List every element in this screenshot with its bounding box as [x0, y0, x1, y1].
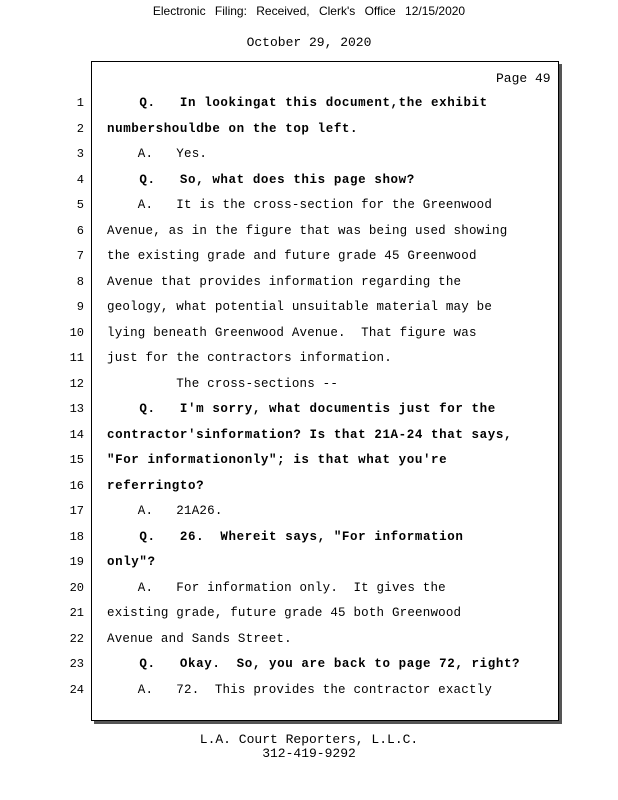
line-number: 7	[76, 249, 84, 263]
answer-line: Avenue and Sands Street.	[107, 632, 292, 646]
line-number: 5	[76, 198, 84, 212]
reporter-footer	[0, 733, 618, 761]
answer-line: lying beneath Greenwood Avenue. That figure was	[107, 326, 477, 340]
line-number: 11	[69, 351, 84, 365]
line-number: 3	[76, 147, 84, 161]
question-line: Q. Okay. So, you are back to page 72, right?	[107, 657, 521, 671]
line-number: 9	[76, 300, 84, 314]
line-number: 19	[69, 555, 84, 569]
answer-line: A. 72. This provides the contractor exactly	[107, 683, 493, 697]
line-number: 10	[69, 326, 84, 340]
line-number: 18	[69, 530, 84, 544]
answer-line: A. 21A26.	[107, 504, 223, 518]
line-number: 13	[69, 402, 84, 416]
line-number: 1	[76, 96, 84, 110]
page-number: Page 49	[496, 71, 551, 86]
line-number: 14	[69, 428, 84, 442]
line-number: 6	[76, 224, 84, 238]
answer-line: existing grade, future grade 45 both Greenwood	[107, 606, 462, 620]
line-number: 24	[69, 683, 84, 697]
answer-line: A. It is the cross-section for the Greenwood	[107, 198, 493, 212]
line-number: 8	[76, 275, 84, 289]
question-line: Q. I'm sorry, what documentis just for the	[107, 402, 496, 416]
line-number: 23	[69, 657, 84, 671]
answer-line: Avenue, as in the figure that was being used showing	[107, 224, 508, 238]
electronic-filing-stamp: Electronic Filing: Received, Clerk's Office 12/15/2020	[152, 4, 466, 18]
question-line: contractor'sinformation? Is that 21A-24 that says,	[107, 428, 513, 442]
answer-line: Avenue that provides information regarding the	[107, 275, 462, 289]
line-number: 4	[76, 173, 84, 187]
question-line: numbershouldbe on the top left.	[107, 122, 359, 136]
line-number: 2	[76, 122, 84, 136]
answer-line: geology, what potential unsuitable material may be	[107, 300, 493, 314]
question-line: Q. So, what does this page show?	[107, 173, 415, 187]
line-number: 20	[69, 581, 84, 595]
reporter-phone: 312-419-9292	[262, 746, 356, 761]
line-number: 15	[69, 453, 84, 467]
question-line: "For informationonly"; is that what you're	[107, 453, 448, 467]
line-number: 16	[69, 479, 84, 493]
reporter-company: L.A. Court Reporters, L.L.C.	[199, 732, 419, 747]
answer-line: The cross-sections --	[107, 377, 339, 391]
answer-line: A. Yes.	[107, 147, 208, 161]
question-line: only"?	[107, 555, 156, 569]
line-number: 12	[69, 377, 84, 391]
deposition-date: October 29, 2020	[246, 35, 372, 50]
question-line: Q. In lookingat this document,the exhibit	[107, 96, 488, 110]
answer-line: the existing grade and future grade 45 Greenwood	[107, 249, 477, 263]
line-number: 21	[69, 606, 84, 620]
line-number: 17	[69, 504, 84, 518]
answer-line: A. For information only. It gives the	[107, 581, 446, 595]
answer-line: just for the contractors information.	[107, 351, 392, 365]
question-line: Q. 26. Whereit says, "For information	[107, 530, 464, 544]
question-line: referringto?	[107, 479, 205, 493]
line-number: 22	[69, 632, 84, 646]
